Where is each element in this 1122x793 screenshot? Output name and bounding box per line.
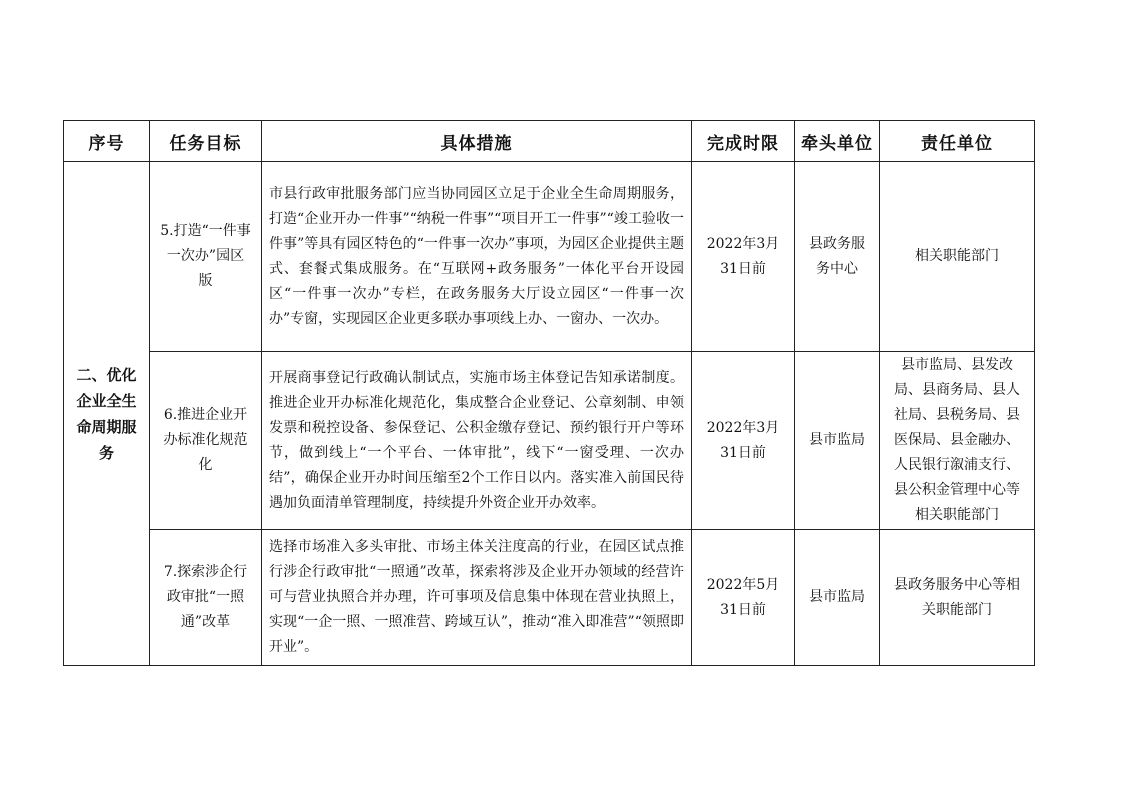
task-deadline: 2022年5月31日前	[692, 530, 795, 666]
header-responsible: 责任单位	[880, 121, 1035, 162]
task-measures: 市县行政审批服务部门应当协同园区立足于企业全生命周期服务，打造“企业开办一件事”“纳税一件事”“项目开工一件事”“竣工验收一件事”等具有园区特色的“一件事一次办”事项，为园区企业提供主题式、套餐式集成服务。在“互联网+政务服务”一体化平台开设园区“一件事一次办”专栏，在政务服务大厅设立园区“一件事一次办”专窗，实现园区企业更多联办事项线上办、一窗办、一次办。	[262, 162, 692, 352]
table-row	[64, 162, 1035, 352]
task-lead-unit: 县政务服务中心	[795, 162, 880, 352]
table-header	[64, 121, 1035, 162]
header-deadline: 完成时限	[692, 121, 795, 162]
task-deadline: 2022年3月31日前	[692, 352, 795, 530]
task-responsible-units: 相关职能部门	[880, 162, 1035, 352]
task-deadline: 2022年3月31日前	[692, 162, 795, 352]
task-table	[63, 120, 1035, 666]
table-row	[64, 352, 1035, 530]
section-title: 二、优化企业全生命周期服务	[64, 162, 150, 666]
task-responsible-units: 县市监局、县发改局、县商务局、县人社局、县税务局、县医保局、县金融办、人民银行溆浦支行、县公积金管理中心等相关职能部门	[880, 352, 1035, 530]
header-goal: 任务目标	[150, 121, 262, 162]
task-lead-unit: 县市监局	[795, 530, 880, 666]
header-lead: 牵头单位	[795, 121, 880, 162]
task-measures: 开展商事登记行政确认制试点，实施市场主体登记告知承诺制度。推进企业开办标准化规范化，集成整合企业登记、公章刻制、申领发票和税控设备、参保登记、公积金缴存登记、预约银行开户等环节，做到线上“一个平台、一体审批”，线下“一窗受理、一次办结”，确保企业开办时间压缩至2个工作日以内。落实准入前国民待遇加负面清单管理制度，持续提升外资企业开办效率。	[262, 352, 692, 530]
task-goal: 6.推进企业开办标准化规范化	[150, 352, 262, 530]
task-goal: 5.打造“一件事一次办”园区版	[150, 162, 262, 352]
task-lead-unit: 县市监局	[795, 352, 880, 530]
table-body	[64, 162, 1035, 666]
header-seq: 序号	[64, 121, 150, 162]
task-responsible-units: 县政务服务中心等相关职能部门	[880, 530, 1035, 666]
table-row	[64, 530, 1035, 666]
task-measures: 选择市场准入多头审批、市场主体关注度高的行业，在园区试点推行涉企行政审批“一照通”改革，探索将涉及企业开办领域的经营许可与营业执照合并办理，许可事项及信息集中体现在营业执照上，实现“一企一照、一照准营、跨域互认”，推动“准入即准营”“领照即开业”。	[262, 530, 692, 666]
header-row	[64, 121, 1035, 162]
header-measures: 具体措施	[262, 121, 692, 162]
task-goal: 7.探索涉企行政审批“一照通”改革	[150, 530, 262, 666]
